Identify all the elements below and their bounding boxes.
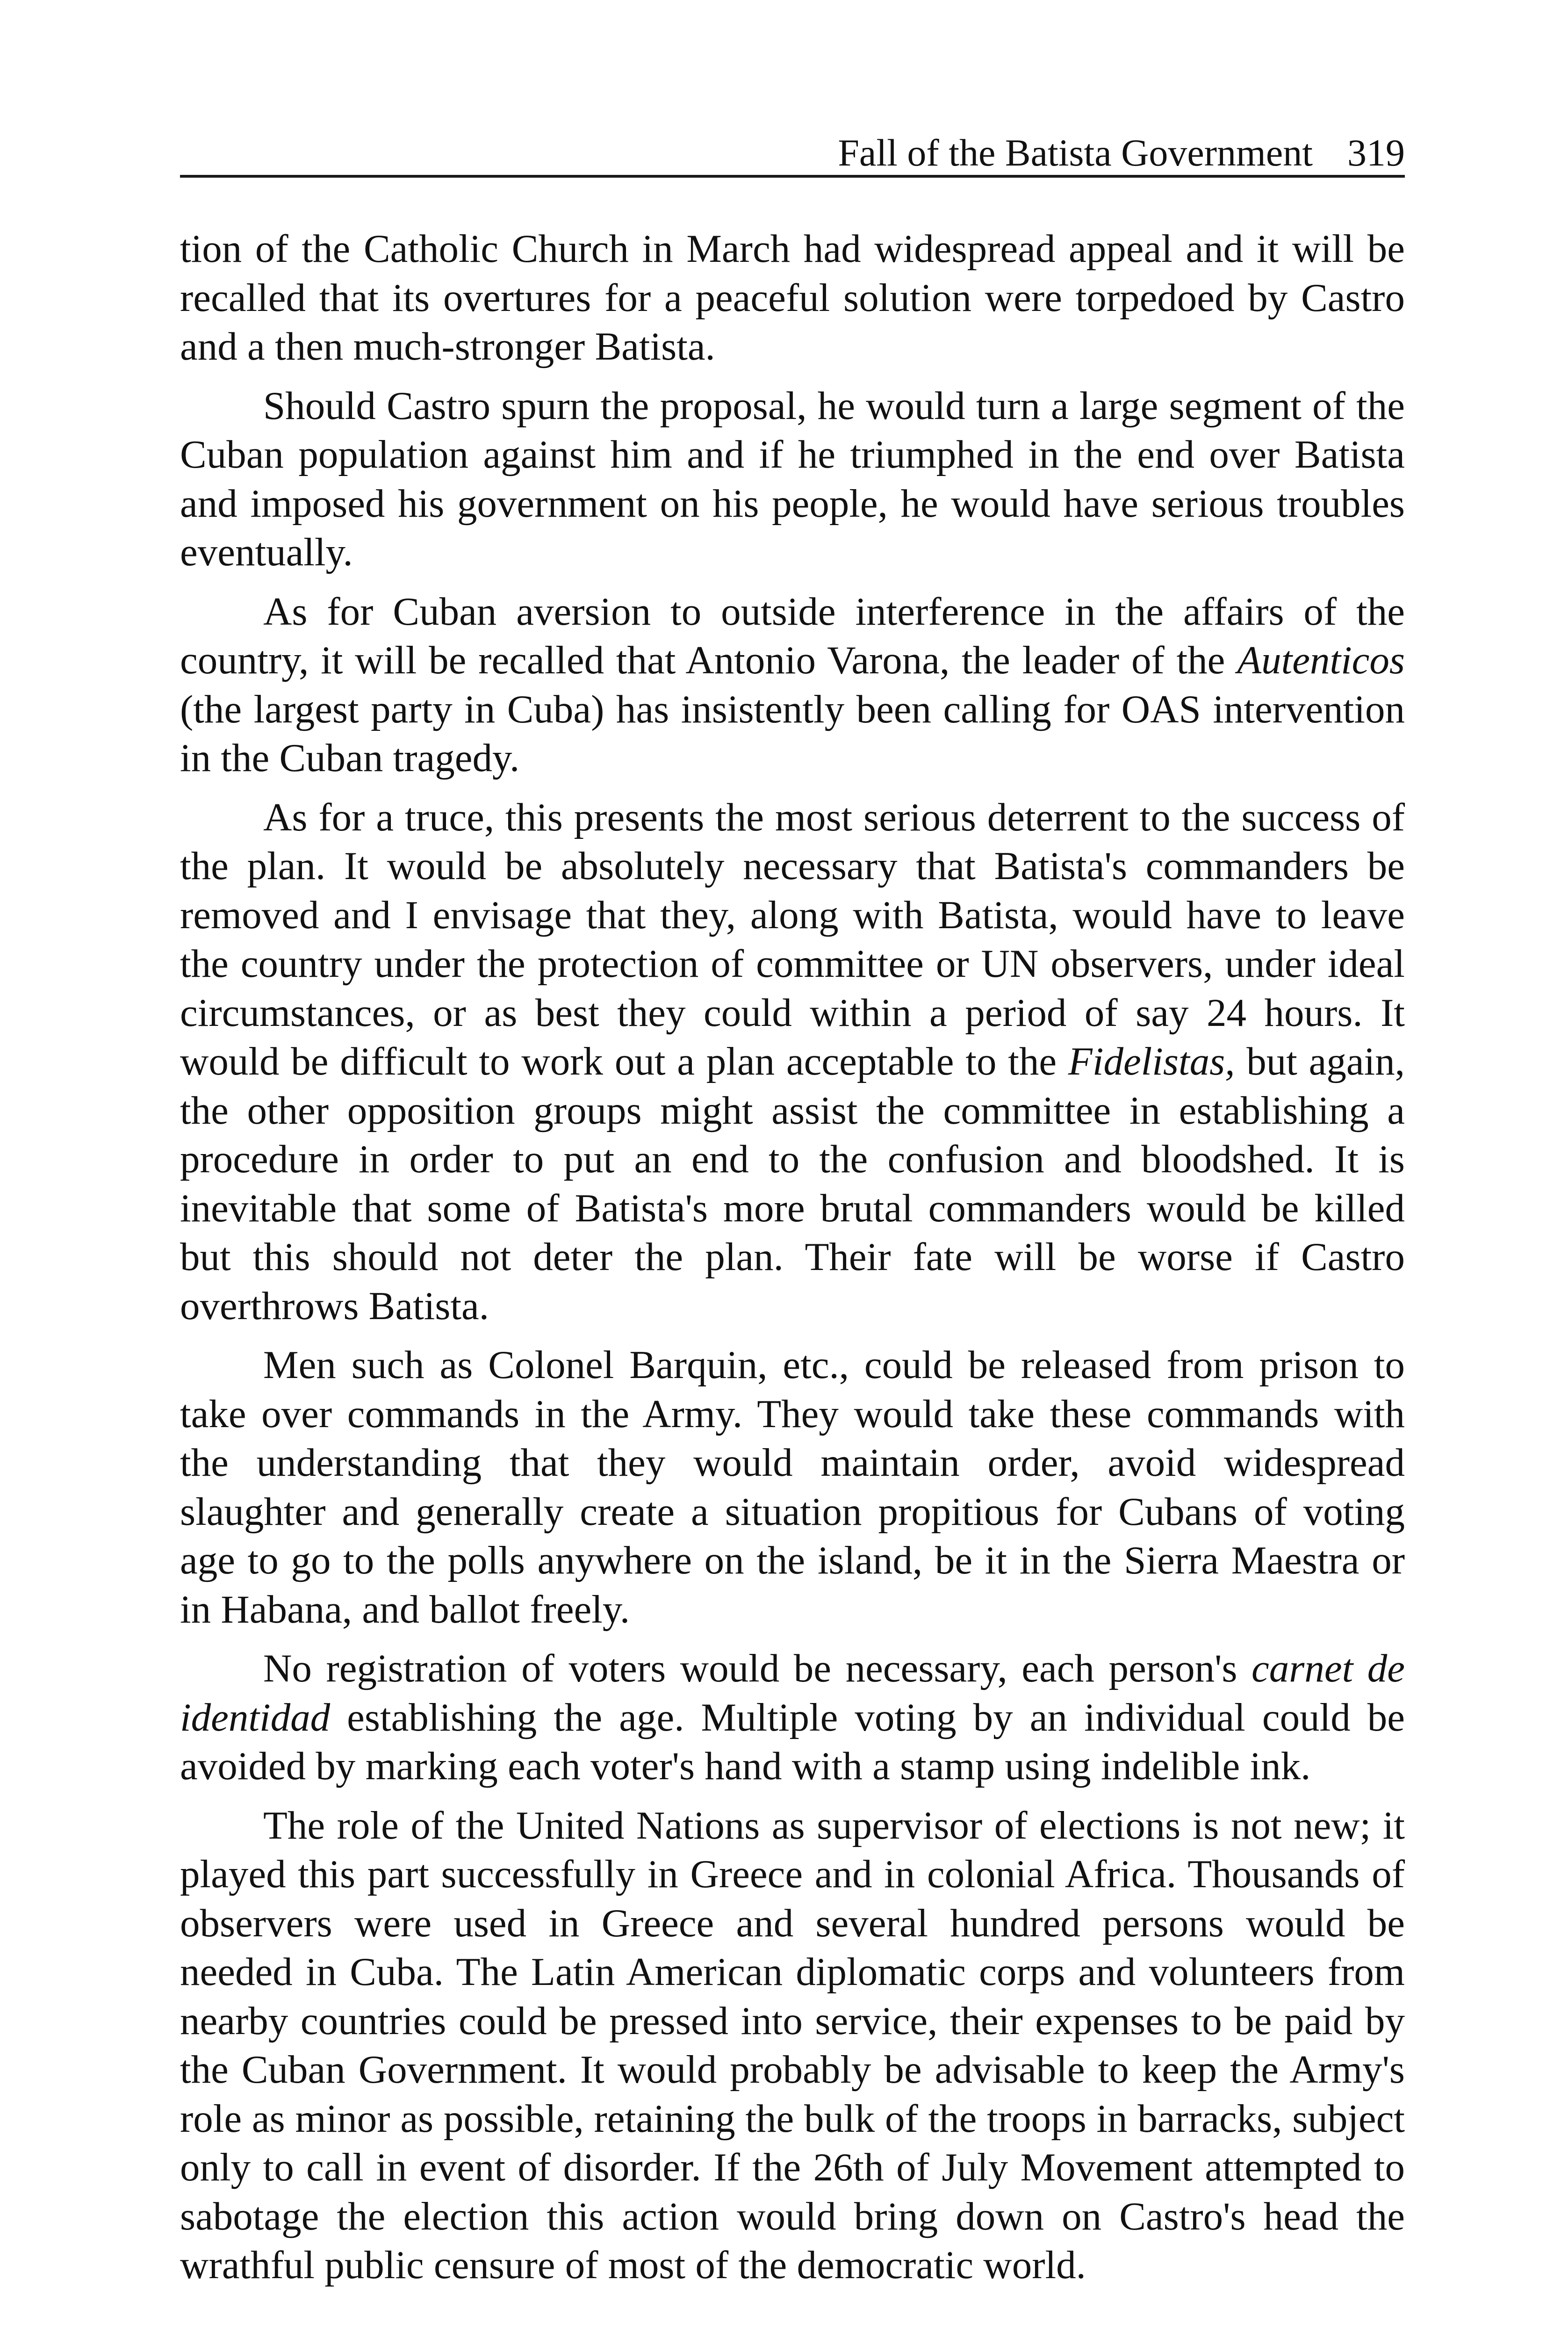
paragraph [180, 587, 1405, 783]
text-run: No registration of voters would be necessary, each person's [263, 1646, 1252, 1690]
paragraph [180, 793, 1405, 1331]
running-head [180, 119, 1405, 178]
italic-text: carnet de identidad [180, 1646, 1405, 1739]
text-run: The role of the United Nations as supervisor of elections is not new; it played this part successfully in Greece and in colonial Africa. Thousands of observers were used in Greece and several hundred persons would be needed in Cuba. The Latin American diplomatic corps and volunteers from nearby countries could be pressed into service, their expenses to be paid by the Cuban Government. It would probably be advisable to keep the Army's role as minor as possible, retaining the bulk of the troops in barracks, subject only to call in event of disorder. If the 26th of July Movement attempted to sabotage the election this action would bring down on Castro's head the wrathful public censure of most of the democratic world. [180, 1803, 1405, 2287]
italic-text: Fidelistas, [1068, 1039, 1235, 1083]
paragraph [180, 1801, 1405, 2290]
text-run: establishing the age. Multiple voting by an individual could be avoided by marking each voter's hand with a stamp using indelible ink. [180, 1695, 1405, 1788]
italic-text: Autenticos [1237, 638, 1405, 682]
body-text [180, 224, 1405, 2290]
text-run: As for a truce, this presents the most serious deterrent to the success of the plan. It would be absolutely necessary that Batista's commanders be removed and I envisage that they, along with Batista, would have to leave the country under the protection of committee or UN observers, under ideal circumstances, or as best they could within a period of say 24 hours. It would be difficult to work out a plan acceptable to the [180, 795, 1405, 1083]
page-number: 319 [1347, 131, 1405, 174]
text-run: (the largest party in Cuba) has insistently been calling for OAS intervention in the Cuban tragedy. [180, 687, 1405, 780]
text-run: but again, the other opposition groups might assist the committee in establishing a procedure in order to put an end to the confusion and bloodshed. It is inevitable that some of Batista's more brutal commanders would be killed but this should not deter the plan. Their fate will be worse if Castro overthrows Batista. [180, 1039, 1405, 1328]
text-run: As for Cuban aversion to outside interference in the affairs of the country, it will be recalled that Antonio Varona, the leader of the [180, 589, 1405, 682]
paragraph [180, 224, 1405, 371]
paragraph [180, 1644, 1405, 1791]
text-run: Should Castro spurn the proposal, he would turn a large segment of the Cuban population against him and if he triumphed in the end over Batista and imposed his government on his people, he would have serious troubles eventually. [180, 383, 1405, 574]
text-run: tion of the Catholic Church in March had widespread appeal and it will be recalled that its overtures for a peaceful solution were torpedoed by Castro and a then much-stronger Batista. [180, 227, 1405, 368]
paragraph [180, 1341, 1405, 1634]
text-run: Men such as Colonel Barquin, etc., could be released from prison to take over commands in the Army. They would take these commands with the understanding that they would maintain order, avoid widespread slaughter and generally create a situation propitious for Cubans of voting age to go to the polls anywhere on the island, be it in the Sierra Maestra or in Habana, and ballot freely. [180, 1343, 1405, 1631]
paragraph [180, 382, 1405, 577]
running-head-title: Fall of the Batista Government [838, 131, 1313, 174]
